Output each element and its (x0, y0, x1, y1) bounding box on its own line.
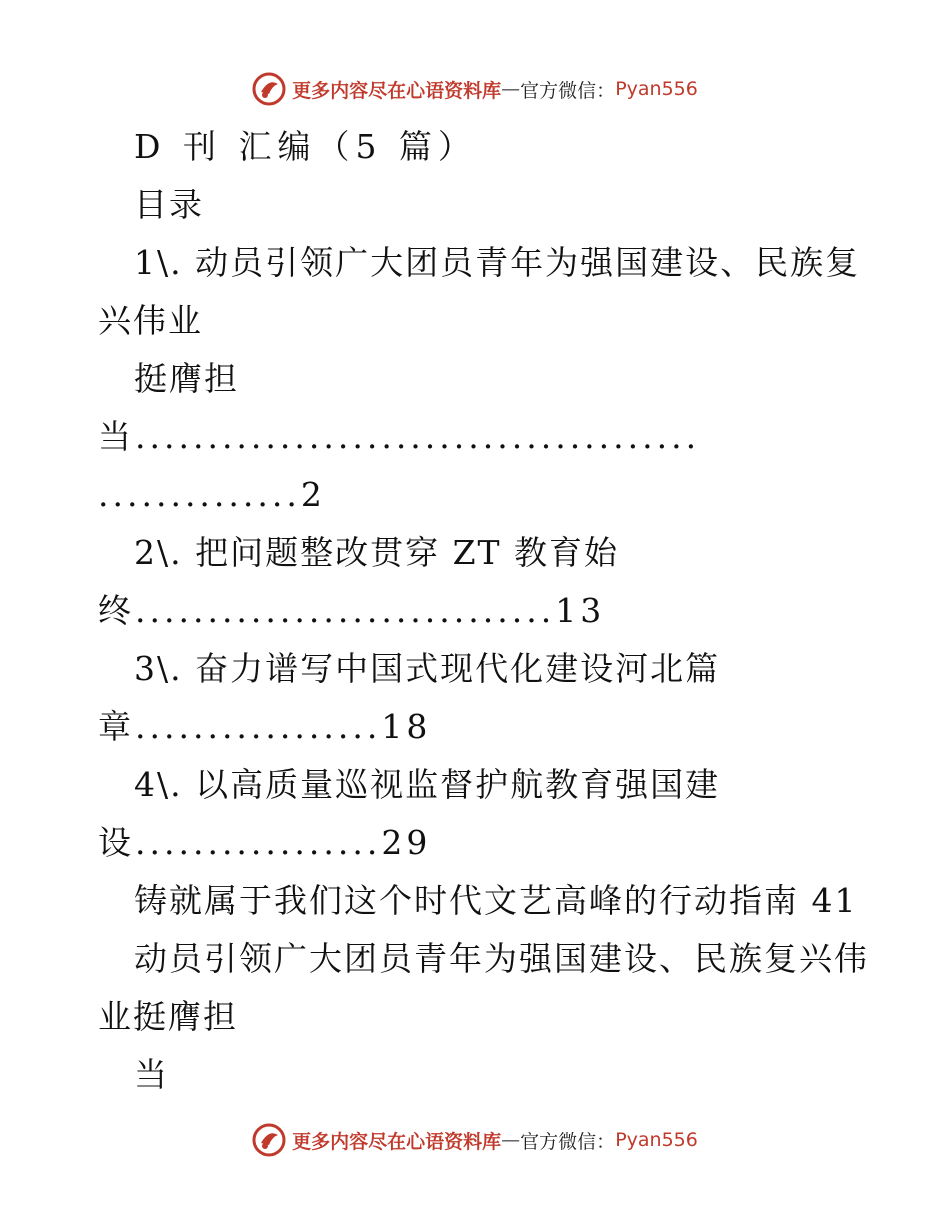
toc-entry-1-line-2: 兴伟业 (98, 301, 203, 340)
watermark-wechat-id: Pyan556 (615, 1129, 698, 1151)
watermark-label: 官方微信： (520, 1130, 616, 1153)
watermark-main-text: 更多内容尽在心语资料库 (292, 79, 502, 102)
toc-entry-2-line-2: 终.............................13 (98, 591, 606, 630)
section-title-line-1: 动员引领广大团员青年为强国建设、民族复兴伟 (134, 939, 869, 978)
watermark-separator: — (501, 1129, 521, 1151)
toc-entry-4-line-2: 设.................29 (98, 823, 432, 862)
toc-entry-4-line-1: 4\. 以高质量巡视监督护航教育强国建 (134, 765, 721, 804)
toc-entry-1-line-1: 1\. 动员引领广大团员青年为强国建设、民族复 (134, 243, 861, 282)
toc-entry-3-line-2: 章.................18 (98, 707, 432, 746)
toc-entry-3-line-1: 3\. 奋力谱写中国式现代化建设河北篇 (134, 649, 721, 688)
document-title: D 刊 汇编（5 篇） (134, 127, 477, 166)
watermark-label: 官方微信： (520, 79, 616, 102)
brand-logo-icon (252, 72, 286, 106)
watermark-header (0, 72, 950, 106)
toc-entry-5: 铸就属于我们这个时代文艺高峰的行动指南 41 (134, 881, 858, 920)
watermark-wechat-id: Pyan556 (615, 78, 698, 100)
toc-entry-1-line-5: ..............2 (98, 475, 326, 514)
toc-heading: 目录 (134, 185, 204, 224)
section-title-line-2: 业挺膺担 (98, 997, 238, 1036)
watermark-separator: — (501, 78, 521, 100)
brand-logo-icon (252, 1123, 286, 1157)
toc-entry-1-line-3: 挺膺担 (134, 359, 239, 398)
watermark-footer (0, 1123, 950, 1157)
toc-entry-2-line-1: 2\. 把问题整改贯穿 ZT 教育始 (134, 533, 620, 572)
section-title-line-3: 当 (134, 1055, 169, 1094)
watermark-main-text: 更多内容尽在心语资料库 (292, 1130, 502, 1153)
toc-entry-1-line-4: 当....................................... (98, 417, 701, 456)
